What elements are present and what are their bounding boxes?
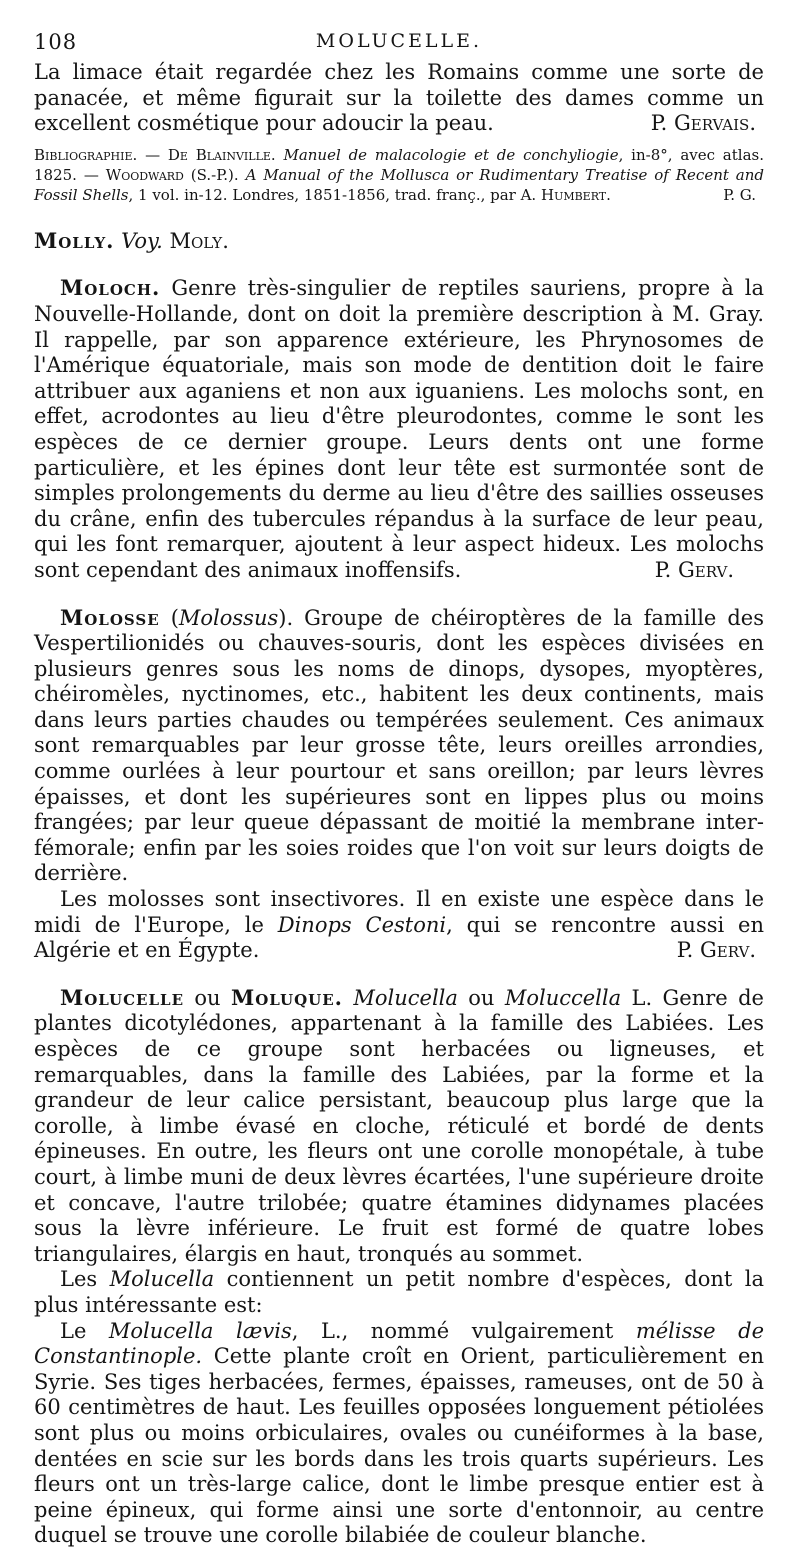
bibliography-signature: P. G. bbox=[723, 185, 756, 204]
molosse-latin-close: ). bbox=[278, 605, 305, 630]
molucelle-para3-b: , L., nommé vulgairement bbox=[291, 1318, 636, 1343]
molucelle-text: Genre de plantes dicotylédones, appartenant à la famille des Labiées. Les espèces de ce groupe sont herbacées ou ligneuses, et remarquables, dans la famille des Labiées, par la forme et la grandeur de leur calice persistant, beaucoup plus large que la corolle, à limbe évasé en cloche, réticulé et bordé de dents épineuses. En outre, les fleurs ont une corolle monopétale, à tube court, à limbe muni de deux lèvres écartées, l'une supérieure droite et concave, l'autre trilobée; quatre étamines didynames placées sous la lèvre inférieure. Le fruit est formé de quatre lobes triangulaires, élargis en haut, tronqués au sommet. bbox=[34, 985, 764, 1266]
bibliography-title-2: A Manual of the Mollusca or Rudimentary Treatise of Recent and Fossil Shells bbox=[34, 165, 765, 204]
bibliography-author-1: De Blainville. bbox=[167, 145, 276, 164]
molucelle-species: Molucella lævis bbox=[108, 1318, 292, 1343]
headword-molosse: Molosse bbox=[60, 604, 160, 630]
page-header bbox=[34, 30, 764, 60]
headword-molly: Molly. bbox=[34, 227, 115, 253]
molosse-text: Groupe de chéiroptères de la famille des Vespertilionidés ou chauves-souris, dont les espèces divisées en plusieurs genres sous les noms de dinops, dysopes, myoptères, chéiromèles, nyctinomes, etc., habitent les deux continents, mais dans leurs parties chaudes ou tempérées seulement. Ces animaux sont remarquables par leur grosse tête, leurs oreilles arrondies, comme ourlées à leur pourtour et sans oreillon; par leurs lèvres épaisses, et dont les supérieures sont en lippes plus ou moins frangées; par leur queue dépassant de moitié la membrane inter-fémorale; enfin par les soies roides que l'on voit sur leurs doigts de derrière. bbox=[34, 605, 764, 886]
headword-moluque: Moluque. bbox=[230, 984, 343, 1010]
intro-signature: P. Gervais. bbox=[650, 111, 756, 136]
entry-molly bbox=[34, 228, 764, 255]
molucelle-author: L. bbox=[621, 985, 663, 1010]
entry-molucelle bbox=[34, 985, 764, 1268]
molosse-latin-open: ( bbox=[159, 605, 179, 630]
molucelle-latin-2: Moluccella bbox=[504, 985, 622, 1010]
intro-text: La limace était regardée chez les Romains comme une sorte de panacée, et même figurait sur la toilette des dames comme un excellent cosmétique pour adoucir la peau. bbox=[34, 60, 764, 136]
entry-moloch bbox=[34, 275, 764, 583]
molucelle-conj: ou bbox=[184, 985, 231, 1010]
molucelle-para3-c: Cette plante croît en Orient, particulièrement en Syrie. Ses tiges herbacées, fermes, épaisses, rameuses, ont de 50 à 60 centimètres de haut. Les feuilles opposées longuement pétiolées sont plus ou moins orbiculaires, ovales ou cunéiformes à la base, dentées en scie sur les bords dans les trois quarts supérieurs. Les fleurs ont un très-large calice, dont le limbe presque entier est à peine épineux, qui forme ainsi une sorte d'entonnoir, au centre duquel se trouve une corolle bilabiée de couleur blanche. bbox=[34, 1344, 764, 1548]
molucelle-para2-a: Les bbox=[60, 1267, 110, 1292]
molosse-species: Dinops Cestoni bbox=[277, 912, 447, 937]
molucelle-paragraph-3 bbox=[34, 1319, 764, 1549]
bibliography-translator: Humbert. bbox=[540, 185, 611, 204]
molucelle-paragraph-2 bbox=[34, 1267, 764, 1318]
bibliography-details-1: , in-8°, avec atlas. 1825. — bbox=[34, 145, 764, 184]
molly-see: Voy. bbox=[121, 228, 163, 253]
molosse-latin: Molossus bbox=[178, 605, 279, 630]
molucelle-para3-a: Le bbox=[60, 1318, 109, 1343]
bibliography-author-2: Woodward (S.-P.). bbox=[105, 165, 239, 184]
bibliography-title-1: Manuel de malacologie et de conchyliogie bbox=[275, 145, 619, 164]
bibliography-details-2: , 1 vol. in-12. Londres, 1851-1856, trad. franç., par A. bbox=[128, 185, 541, 204]
dictionary-page bbox=[34, 30, 764, 1549]
intro-paragraph bbox=[34, 60, 764, 137]
entry-molosse bbox=[34, 605, 764, 888]
molucelle-latin-conj: ou bbox=[457, 985, 505, 1010]
molucelle-para2-b: contiennent un petit nombre d'espèces, dont la plus intéressante est: bbox=[34, 1267, 764, 1317]
moloch-text: Genre très-singulier de reptiles sauriens, propre à la Nouvelle-Hollande, dont on doit la première description à M. Gray. Il rappelle, par son apparence extérieure, les Phrynosomes de l'Amérique équatoriale, mais son mode de dentition doit le faire attribuer aux aganiens et non aux iguaniens. Les molochs sont, en effet, acrodontes au lieu d'être pleurodontes, comme le sont les espèces de ce dernier groupe. Leurs dents ont une forme particulière, et les épines dont leur tête est surmontée sont de simples prolongements du derme au lieu d'être des saillies osseuses du crâne, enfin des tubercules répandus à la surface de leur peau, qui les font remarquer, ajoutent à leur aspect hideux. Les molochs sont cependant des animaux inoffensifs. bbox=[34, 276, 764, 582]
molucelle-common-name: mélisse de Constantinople. bbox=[34, 1318, 764, 1369]
page-number: 108 bbox=[34, 30, 78, 54]
molly-target: Moly. bbox=[169, 228, 229, 253]
molosse-para2-b: , qui se rencontre aussi en Algérie et en Égypte. bbox=[34, 912, 765, 963]
molosse-paragraph-2 bbox=[34, 887, 764, 964]
bibliography bbox=[34, 145, 764, 205]
running-title: MOLUCELLE. bbox=[315, 30, 483, 52]
molucelle-latin-1: Molucella bbox=[353, 985, 458, 1010]
bibliography-label: Bibliographie. — bbox=[34, 145, 168, 164]
headword-molucelle: Molucelle bbox=[60, 984, 185, 1010]
moloch-signature: P. Gerv. bbox=[654, 557, 734, 582]
molosse-signature: P. Gerv. bbox=[676, 938, 756, 963]
headword-moloch: Moloch. bbox=[60, 275, 161, 301]
molosse-para2-a: Les molosses sont insectivores. Il en existe une espèce dans le midi de l'Europe, le bbox=[34, 887, 764, 937]
molucelle-genus: Molucella bbox=[109, 1267, 215, 1292]
